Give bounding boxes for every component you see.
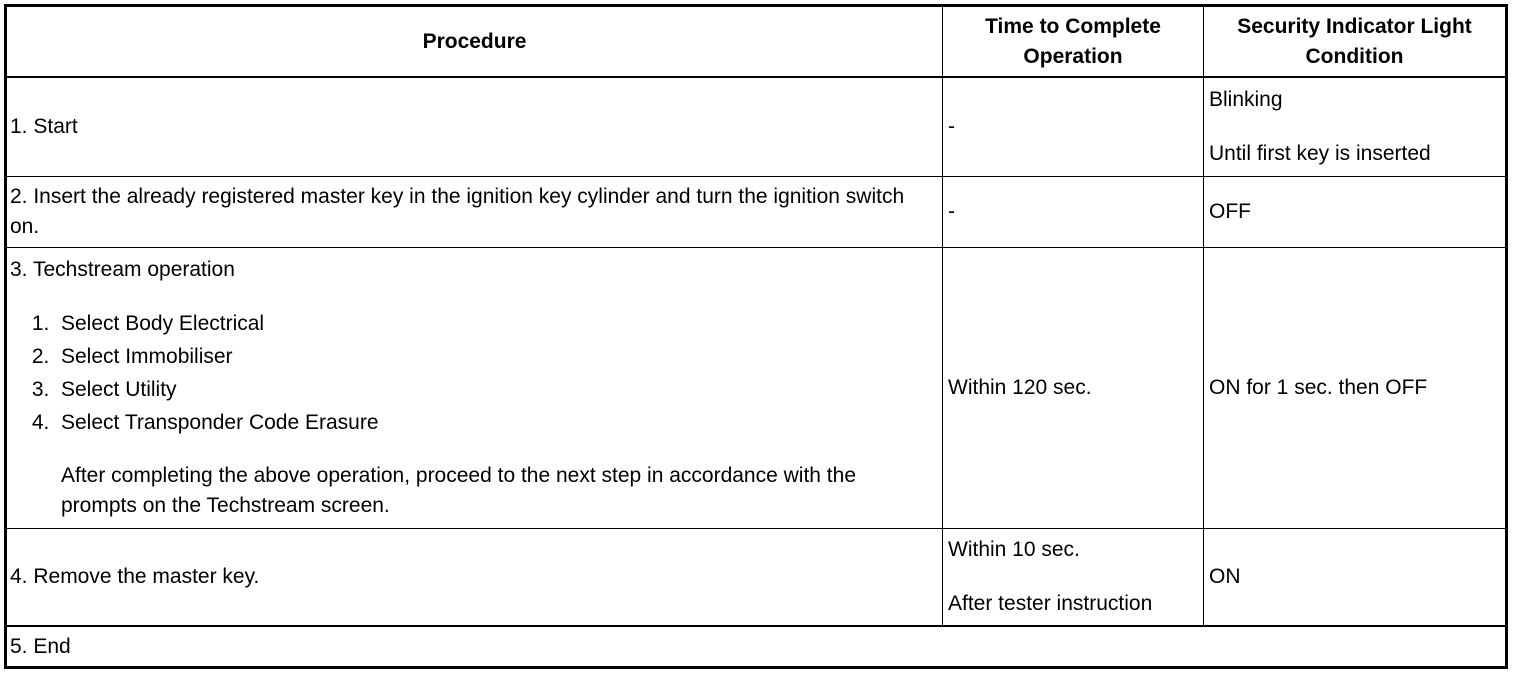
row4-time-line1: Within 10 sec. — [948, 538, 1080, 561]
column-divider — [1203, 5, 1204, 626]
step-item: 3. Select Utility — [31, 378, 177, 401]
step-item: 1. Select Body Electrical — [31, 312, 265, 335]
row4-time-line2: After tester instruction — [948, 592, 1153, 615]
row3-procedure — [10, 248, 935, 528]
row2-time: - — [948, 200, 955, 223]
row3-note: After completing the above operation, proceed to the next step in accordance with the prompts on the Techstream screen. — [61, 464, 856, 517]
row1-light — [1209, 78, 1504, 176]
step-item: 2. Select Immobiliser — [31, 345, 233, 368]
row2-light: OFF — [1209, 200, 1251, 223]
header-time: Time to Complete Operation — [985, 14, 1161, 68]
row1-light-line1: Blinking — [1209, 88, 1283, 111]
column-divider — [942, 5, 943, 626]
row3-light: ON for 1 sec. then OFF — [1209, 376, 1428, 399]
row3-time: Within 120 sec. — [948, 376, 1092, 399]
step-item: 4. Select Transponder Code Erasure — [31, 411, 379, 434]
row4-light: ON — [1209, 565, 1241, 588]
row1-time: - — [948, 115, 955, 138]
row4-procedure: 4. Remove the master key. — [10, 565, 260, 588]
row2-procedure: 2. Insert the already registered master key in the ignition key cylinder and turn the ignition switch on. — [10, 185, 905, 238]
row5-procedure: 5. End — [10, 635, 71, 658]
header-light: Security Indicator Light Condition — [1237, 14, 1472, 68]
header-procedure: Procedure — [422, 29, 527, 53]
techstream-steps — [10, 307, 935, 439]
row1-light-line2: Until first key is inserted — [1209, 142, 1431, 165]
row4-time — [948, 529, 1198, 625]
row1-procedure: 1. Start — [10, 115, 78, 138]
row3-title: 3. Techstream operation — [10, 258, 235, 281]
